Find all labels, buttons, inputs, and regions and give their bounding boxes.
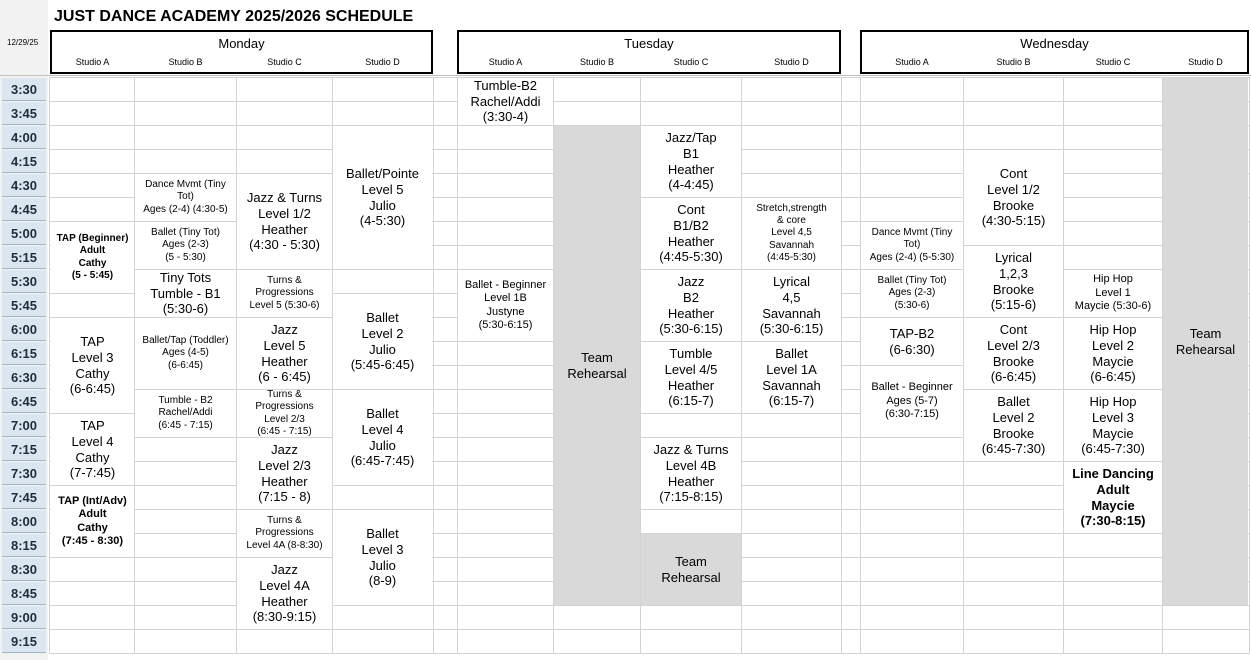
class-block[interactable]: Ballet/Tap (Toddler) Ages (4-5) (6-6:45) [135,318,236,389]
studio-header: Studio A [488,57,523,67]
class-block[interactable]: Ballet (Tiny Tot) Ages (2-3) (5:30-6) [861,270,963,317]
day-header-monday [50,30,433,74]
time-slot: 4:15 [2,150,46,173]
class-block[interactable]: Jazz Level 4A Heather (8:30-9:15) [237,558,332,629]
class-block[interactable]: TAP-B2 (6-6:30) [861,318,963,365]
time-slot: 8:30 [2,558,46,581]
grid-line [433,77,434,654]
class-block[interactable]: Tumble Level 4/5 Heather (6:15-7) [641,342,741,413]
time-slot: 4:45 [2,198,46,221]
class-block[interactable]: Turns & Progressions Level 2/3 (6:45 - 7:15) [237,390,332,437]
time-slot: 7:15 [2,438,46,461]
header-divider [0,75,1251,76]
class-block[interactable]: Jazz B2 Heather (5:30-6:15) [641,270,741,341]
class-block[interactable]: Dance Mvmt (Tiny Tot) Ages (2-4) (4:30-5) [135,174,236,221]
class-block[interactable]: Ballet - Beginner Ages (5-7) (6:30-7:15) [861,366,963,437]
grid-line [1249,77,1250,654]
time-slot: 9:15 [2,630,46,653]
studio-header: Studio C [673,57,709,67]
class-block[interactable]: Lyrical 4,5 Savannah (5:30-6:15) [742,270,841,341]
class-block[interactable]: Ballet Level 3 Julio (8-9) [333,510,432,605]
class-block[interactable]: Turns & Progressions Level 4A (8-8:30) [237,510,332,557]
class-block[interactable]: Tumble - B2 Rachel/Addi (6:45 - 7:15) [135,390,236,437]
studio-header: Studio B [168,57,203,67]
class-block[interactable]: Cont Level 1/2 Brooke (4:30-5:15) [964,150,1063,245]
class-block[interactable]: Hip Hop Level 2 Maycie (6-6:45) [1064,318,1162,389]
time-slot: 6:45 [2,390,46,413]
date-label: 12/29/25 [7,38,39,47]
studio-header: Studio D [774,57,809,67]
time-slot: 7:45 [2,486,46,509]
class-block[interactable]: Jazz & Turns Level 4B Heather (7:15-8:15) [641,438,741,509]
class-block[interactable]: Ballet Level 4 Julio (6:45-7:45) [333,390,432,485]
class-block[interactable]: Jazz Level 5 Heather (6 - 6:45) [237,318,332,389]
studio-header: Studio A [895,57,929,67]
team-rehearsal-block[interactable]: Team Rehearsal [1163,78,1248,605]
class-block[interactable]: Cont B1/B2 Heather (4:45-5:30) [641,198,741,269]
class-block[interactable]: Ballet - Beginner Level 1B Justyne (5:30-6:15) [458,270,553,341]
day-name: Tuesday [624,36,674,51]
time-slot: 3:45 [2,102,46,125]
time-slot: 5:30 [2,270,46,293]
class-block[interactable]: TAP (Int/Adv) Adult Cathy (7:45 - 8:30) [51,486,134,557]
studio-header: Studio A [75,57,110,67]
class-block[interactable]: Dance Mvmt (Tiny Tot) Ages (2-4) (5-5:30) [861,222,963,269]
studio-header: Studio C [267,57,302,67]
grid-line [49,77,1250,78]
class-block[interactable]: Hip Hop Level 1 Maycie (5:30-6) [1064,270,1162,317]
class-block[interactable]: Jazz/Tap B1 Heather (4-4:45) [641,126,741,197]
class-block[interactable]: Jazz Level 2/3 Heather (7:15 - 8) [237,438,332,509]
team-rehearsal-block[interactable]: Team Rehearsal [554,126,640,605]
time-slot: 4:30 [2,174,46,197]
class-block[interactable]: Turns & Progressions Level 5 (5:30-6) [237,270,332,317]
time-slot: 6:00 [2,318,46,341]
grid-line [457,77,458,654]
class-block[interactable]: Line Dancing Adult Maycie (7:30-8:15) [1064,462,1162,533]
studio-header: Studio C [1095,57,1131,67]
day-header-tuesday [457,30,841,74]
time-slot: 8:45 [2,582,46,605]
time-slot: 5:45 [2,294,46,317]
class-block[interactable]: Tiny Tots Tumble - B1 (5:30-6) [135,270,236,317]
grid-line [49,629,1250,630]
time-slot: 6:30 [2,366,46,389]
time-slot: 8:15 [2,534,46,557]
time-slot: 8:00 [2,510,46,533]
class-block[interactable]: TAP Level 4 Cathy (7-7:45) [51,414,134,485]
time-slot: 3:30 [2,78,46,101]
time-slot: 6:15 [2,342,46,365]
class-block[interactable]: Ballet/Pointe Level 5 Julio (4-5:30) [333,126,432,269]
time-slot: 7:00 [2,414,46,437]
time-slot: 4:00 [2,126,46,149]
time-slot: 7:30 [2,462,46,485]
team-rehearsal-block[interactable]: Team Rehearsal [641,534,741,605]
class-block[interactable]: Ballet (Tiny Tot) Ages (2-3) (5 - 5:30) [135,222,236,269]
time-slot: 9:00 [2,606,46,629]
class-block[interactable]: Ballet Level 2 Julio (5:45-6:45) [333,294,432,389]
studio-header: Studio B [579,57,615,67]
day-name: Wednesday [1020,36,1089,51]
class-block[interactable]: Stretch,strength & core Level 4,5 Savannah (4:45-5:30) [742,198,841,269]
class-block[interactable]: TAP Level 3 Cathy (6-6:45) [51,318,134,413]
grid-line [49,605,1250,606]
class-block[interactable]: TAP (Beginner) Adult Cathy (5 - 5:45) [51,222,134,293]
grid-line [49,101,1250,102]
class-block[interactable]: Jazz & Turns Level 1/2 Heather (4:30 - 5:30) [237,174,332,269]
time-slot: 5:15 [2,246,46,269]
studio-header: Studio D [1188,57,1223,67]
day-name: Monday [218,36,265,51]
grid-line [841,77,842,654]
class-block[interactable]: Ballet Level 1A Savannah (6:15-7) [742,342,841,413]
studio-header: Studio B [996,57,1031,67]
time-slot: 5:00 [2,222,46,245]
grid-line [49,77,50,654]
class-block[interactable]: Hip Hop Level 3 Maycie (6:45-7:30) [1064,390,1162,461]
studio-header: Studio D [365,57,400,67]
grid-line [49,653,1250,654]
page-title: JUST DANCE ACADEMY 2025/2026 SCHEDULE [54,8,414,25]
day-header-wednesday [860,30,1249,74]
class-block[interactable]: Tumble-B2 Rachel/Addi (3:30-4) [458,78,553,125]
class-block[interactable]: Cont Level 2/3 Brooke (6-6:45) [964,318,1063,389]
class-block[interactable]: Ballet Level 2 Brooke (6:45-7:30) [964,390,1063,461]
class-block[interactable]: Lyrical 1,2,3 Brooke (5:15-6) [964,246,1063,317]
